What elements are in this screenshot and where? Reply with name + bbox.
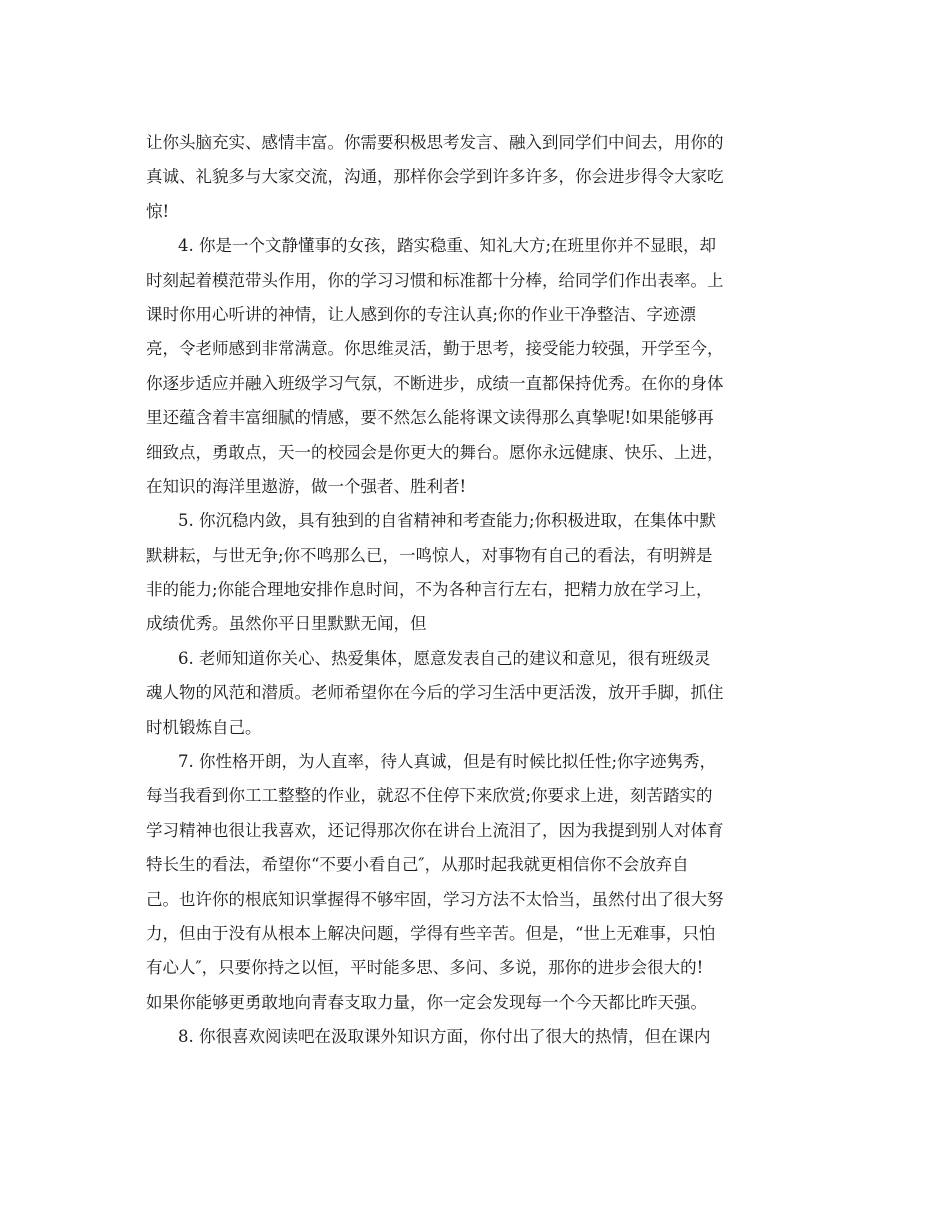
text-line: 学习精神也很让我喜欢，还记得那次你在讲台上流泪了，因为我提到别人对体育: [146, 820, 724, 840]
paragraph-4-start: 4. 你是一个文静懂事的女孩，踏实稳重、知礼大方;在班里你并不显眼，却: [178, 236, 717, 256]
text-line: 里还蕴含着丰富细腻的情感，要不然怎么能将课文读得那么真挚呢!如果能够再: [146, 408, 714, 428]
text-line: 成绩优秀。虽然你平日里默默无闻，但: [146, 614, 427, 634]
text-line: 时机锻炼自己。: [146, 717, 262, 737]
text-line: 在知识的海洋里遨游，做一个强者、胜利者!: [146, 476, 467, 496]
paragraph-8-start: 8. 你很喜欢阅读吧在汲取课外知识方面，你付出了很大的热情，但在课内: [178, 1027, 711, 1047]
text-line: 你逐步适应并融入班级学习气氛，不断进步，成绩一直都保持优秀。在你的身体: [146, 373, 724, 393]
text-line: 让你头脑充实、感情丰富。你需要积极思考发言、融入到同学们中间去，用你的: [146, 133, 724, 152]
text-line: 课时你用心听讲的神情，让人感到你的专注认真;你的作业干净整洁、字迹漂: [146, 304, 697, 324]
paragraph-5-start: 5. 你沉稳内敛，具有独到的自省精神和考查能力;你积极进取，在集体中默: [178, 511, 717, 531]
text-line: 惊!: [146, 201, 170, 221]
text-line: 有心人″，只要你持之以恒，平时能多思、多问、多说，那你的进步会很大的!: [146, 958, 704, 978]
document-body: [146, 126, 806, 1055]
text-line: 时刻起着模范带头作用，你的学习习惯和标准都十分棒，给同学们作出表率。上: [146, 270, 724, 290]
text-line: 每当我看到你工工整整的作业，就忍不住停下来欣赏;你要求上进，刻苦踏实的: [146, 786, 713, 806]
text-line: 力，但由于没有从根本上解决问题，学得有些辛苦。但是，“世上无难事，只怕: [146, 923, 716, 943]
text-line: 默耕耘，与世无争;你不鸣那么已，一鸣惊人，对事物有自己的看法，有明辨是: [146, 545, 713, 565]
paragraph-6-start: 6. 老师知道你关心、热爱集体，愿意发表自己的建议和意见，很有班级灵: [178, 648, 711, 668]
text-line: 魂人物的风范和潜质。老师希望你在今后的学习生活中更活泼，放开手脚，抓住: [146, 683, 724, 703]
text-line: 非的能力;你能合理地安排作息时间，不为各种言行左右，把精力放在学习上，: [146, 580, 713, 600]
text-line: 己。也许你的根底知识掌握得不够牢固，学习方法不太恰当，虽然付出了很大努: [146, 889, 724, 909]
text-line: 真诚、礼貌多与大家交流，沟通，那样你会学到许多许多，你会进步得令大家吃: [146, 167, 724, 187]
text-line: 亮，令老师感到非常满意。你思维灵活，勤于思考，接受能力较强，开学至今，: [146, 339, 724, 359]
text-line: 如果你能够更勇敢地向青春支取力量，你一定会发现每一个今天都比昨天强。: [146, 992, 707, 1012]
text-line: 细致点，勇敢点，天一的校园会是你更大的舞台。愿你永远健康、快乐、上进，: [146, 442, 724, 462]
paragraph-7-start: 7. 你性格开朗，为人直率，待人真诚，但是有时候比拟任性;你字迹隽秀，: [178, 752, 717, 772]
text-line: 特长生的看法，希望你“不要小看自己″，从那时起我就更相信你不会放弃自: [146, 855, 689, 875]
